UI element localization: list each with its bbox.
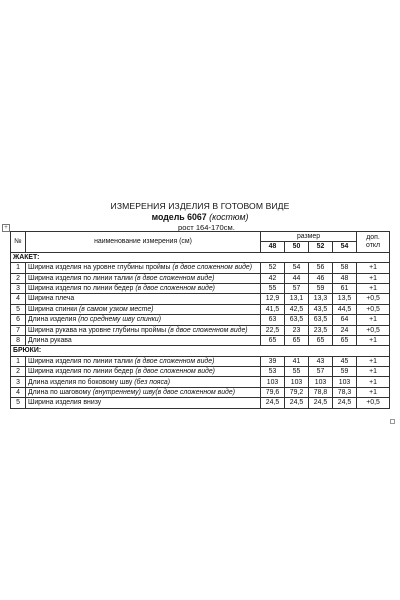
size-value: 78,8 [309,387,333,397]
height-range: рост 164-170см. [178,223,235,232]
table-row [11,304,390,314]
measurement-name-cell [26,387,261,397]
size-value: 65 [261,335,285,345]
size-value: 103 [285,377,309,387]
row-number: 1 [11,356,26,366]
tolerance-value: +1 [357,387,390,397]
column-header-size: размер [261,232,357,242]
size-value: 53 [261,367,285,377]
size-value: 55 [261,283,285,293]
size-value: 79,6 [261,387,285,397]
tolerance-value: +0,5 [357,325,390,335]
size-value: 79,2 [285,387,309,397]
measurement-name: Ширина изделия по линии талии [28,357,133,365]
measurement-note: (в двое сложенном виде) [135,285,215,293]
measurement-name-cell [26,325,261,335]
size-value: 103 [309,377,333,387]
measurement-name: Ширина изделия по линии талии [28,274,133,282]
column-header-number: № [11,232,26,253]
size-value: 46 [309,273,333,283]
measurement-name: Ширина спинки [28,305,78,313]
measurement-name-cell [26,335,261,345]
measurement-note: (в двое сложенном виде) [135,368,215,376]
model-note: (костюм) [209,212,249,222]
model-label: модель 6067 [151,212,207,222]
size-value: 64 [333,315,357,325]
size-header: 54 [333,242,357,252]
measurement-name-cell [26,377,261,387]
measurement-name-cell [26,283,261,293]
size-value: 43,5 [309,304,333,314]
table-row [11,335,390,345]
table-move-handle-icon[interactable]: + [2,224,10,232]
measurement-note: (в двое сложенном виде) [134,274,215,282]
size-value: 24,5 [333,398,357,408]
row-number: 4 [11,387,26,397]
measurement-note: (по среднему шву спинки) [78,316,162,324]
row-number: 3 [11,283,26,293]
measurements-table [10,231,390,409]
column-header-tolerance [357,232,390,253]
size-value: 52 [261,263,285,273]
section-row [11,252,390,262]
size-value: 103 [261,377,285,387]
size-value: 61 [333,283,357,293]
tolerance-value: +0,5 [357,398,390,408]
size-value: 23,5 [309,325,333,335]
size-value: 65 [309,335,333,345]
size-value: 63 [261,315,285,325]
size-value: 57 [309,367,333,377]
measurement-note: (в двое сложенном виде) [167,326,248,334]
size-value: 12,9 [261,294,285,304]
size-value: 45 [333,356,357,366]
row-number: 2 [11,273,26,283]
size-value: 24,5 [261,398,285,408]
size-value: 63,5 [309,315,333,325]
row-number: 1 [11,263,26,273]
table-resize-handle-icon[interactable] [390,419,395,424]
measurement-name: Ширина изделия внизу [28,399,102,407]
row-number: 5 [11,304,26,314]
table-row [11,367,390,377]
size-value: 65 [285,335,309,345]
measurement-name-cell [26,367,261,377]
row-number: 3 [11,377,26,387]
measurement-name-cell [26,294,261,304]
measurement-name-cell [26,263,261,273]
table-row [11,325,390,335]
tolerance-label-1: доп. [366,233,380,241]
size-value: 55 [285,367,309,377]
size-value: 56 [309,263,333,273]
table-row [11,387,390,397]
size-value: 13,3 [309,294,333,304]
tolerance-value: +1 [357,367,390,377]
size-value: 54 [285,263,309,273]
measurement-name: Ширина плеча [28,295,75,303]
size-value: 39 [261,356,285,366]
measurement-name: Ширина рукава на уровне глубины проймы [28,326,167,334]
size-value: 22,5 [261,325,285,335]
size-header: 50 [285,242,309,252]
section-title: ЖАКЕТ: [11,252,390,262]
size-value: 44,5 [333,304,357,314]
measurement-name: Длина по шаговому [28,388,91,396]
tolerance-value: +1 [357,356,390,366]
size-value: 24,5 [285,398,309,408]
measurement-name: Длина рукава [28,337,72,344]
table-row [11,377,390,387]
measurement-name-cell [26,304,261,314]
size-value: 59 [309,283,333,293]
size-value: 41 [285,356,309,366]
measurement-name-cell [26,315,261,325]
size-header: 52 [309,242,333,252]
measurement-note: (в самом узком месте) [79,305,154,313]
size-value: 48 [333,273,357,283]
table-row [11,273,390,283]
measurement-name-cell [26,398,261,408]
row-number: 7 [11,325,26,335]
measurement-name: Ширина изделия по линии бедер [28,285,134,293]
tolerance-value: +1 [357,315,390,325]
size-value: 13,5 [333,294,357,304]
table-row [11,356,390,366]
measurement-note: (в двое сложенном виде) [134,357,215,365]
measurement-note: (внутреннему) шву(в двое сложенном виде) [92,388,235,396]
table-row [11,263,390,273]
tolerance-value: +1 [357,273,390,283]
tolerance-value: +1 [357,335,390,345]
tolerance-value: +0,5 [357,294,390,304]
size-value: 63,5 [285,315,309,325]
measurement-name: Длина изделия [28,316,77,324]
measurement-note: (в двое сложенном виде) [172,264,253,272]
table-row [11,283,390,293]
size-value: 103 [333,377,357,387]
size-value: 24,5 [309,398,333,408]
size-value: 44 [285,273,309,283]
size-header: 48 [261,242,285,252]
row-number: 2 [11,367,26,377]
column-header-name: наименование измерения (см) [26,232,261,253]
size-value: 42,5 [285,304,309,314]
size-value: 65 [333,335,357,345]
tolerance-value: +1 [357,263,390,273]
model-line [0,212,400,222]
measurement-note: (без пояса) [134,378,171,386]
tolerance-value: +1 [357,283,390,293]
size-value: 42 [261,273,285,283]
table-row [11,398,390,408]
row-number: 4 [11,294,26,304]
measurement-name-cell [26,273,261,283]
measurement-name: Ширина изделия на уровне глубины проймы [28,264,171,272]
size-value: 23 [285,325,309,335]
tolerance-value: +1 [357,377,390,387]
measurement-name: Длина изделия по боковому шву [28,378,133,386]
size-value: 57 [285,283,309,293]
row-number: 6 [11,315,26,325]
row-number: 8 [11,335,26,345]
size-value: 41,5 [261,304,285,314]
section-row [11,346,390,356]
document-title: ИЗМЕРЕНИЯ ИЗДЕЛИЯ В ГОТОВОМ ВИДЕ [110,201,290,211]
size-value: 43 [309,356,333,366]
size-value: 24 [333,325,357,335]
measurement-name: Ширина изделия по линии бедер [28,368,134,376]
measurement-name-cell [26,356,261,366]
table-row [11,315,390,325]
size-value: 58 [333,263,357,273]
size-value: 13,1 [285,294,309,304]
tolerance-value: +0,5 [357,304,390,314]
row-number: 5 [11,398,26,408]
table-header-row [11,232,390,242]
section-title: БРЮКИ: [11,346,390,356]
tolerance-label-2: откл [366,241,380,249]
table-row [11,294,390,304]
size-value: 78,3 [333,387,357,397]
size-value: 59 [333,367,357,377]
